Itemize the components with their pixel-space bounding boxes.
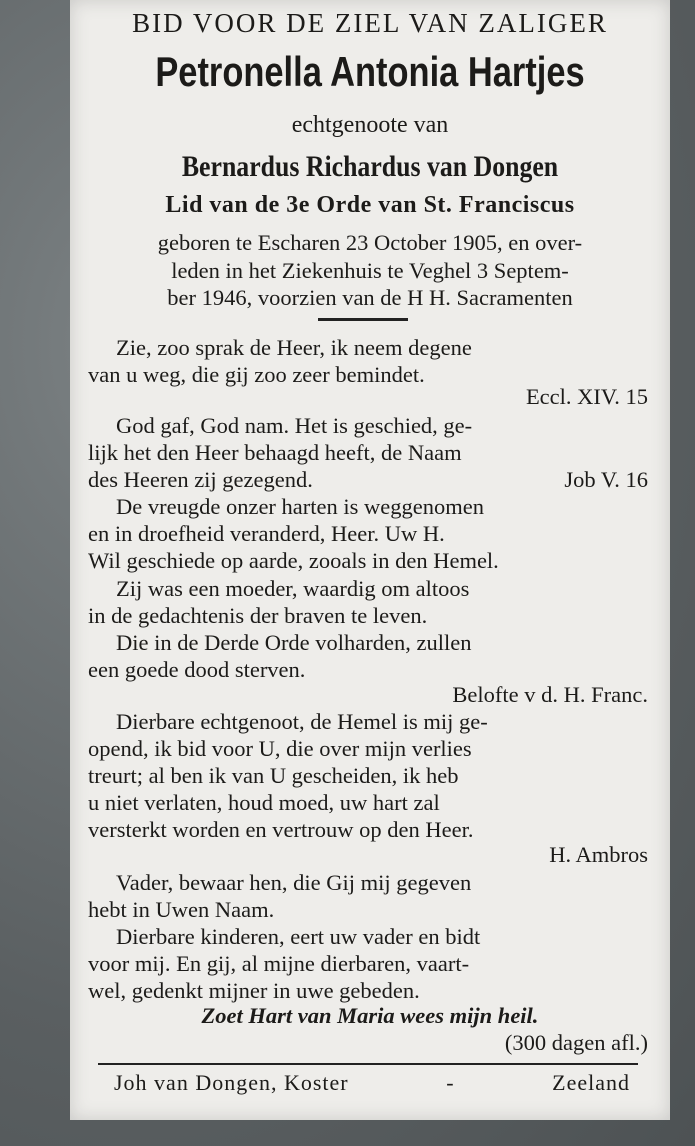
verse-reference: Job V. 16 [564, 467, 648, 492]
header-line: BID VOOR DE ZIEL VAN ZALIGER [132, 8, 608, 38]
spouse-name: Bernardus Richardus van Dongen [181, 150, 559, 183]
verse-line: Vader, bewaar hen, die Gij mij gegeven [116, 870, 472, 895]
verse-line: van u weg, die gij zoo zeer bemindet. [88, 362, 425, 387]
printer-location: Zeeland [552, 1070, 630, 1095]
verse-line: Dierbare kinderen, eert uw vader en bidt [116, 924, 481, 949]
closing-prayer: Zoet Hart van Maria wees mijn heil. [201, 1003, 539, 1028]
verse-line: hebt in Uwen Naam. [88, 897, 275, 922]
order-membership: Lid van de 3e Orde van St. Franciscus [165, 192, 575, 218]
verse-line: lijk het den Heer behaagd heeft, de Naam [88, 440, 462, 465]
verse-reference: Eccl. XIV. 15 [525, 384, 648, 409]
bio-line: geboren te Escharen 23 October 1905, en over- [157, 230, 583, 255]
divider-rule [318, 318, 408, 321]
bio-line: ber 1946, voorzien van de H H. Sacramenten [167, 285, 573, 310]
verse-line: opend, ik bid voor U, die over mijn verlies [88, 736, 472, 761]
verse-line: Wil geschiede op aarde, zooals in den Hemel. [88, 548, 499, 573]
verse-line: u niet verlaten, houd moed, uw hart zal [88, 790, 440, 815]
bio-line: leden in het Ziekenhuis te Veghel 3 Septem- [171, 258, 569, 283]
indulgence-note: (300 dagen afl.) [504, 1030, 648, 1055]
verse-line: voor mij. En gij, al mijne dierbaren, vaart- [88, 951, 470, 976]
verse-line: De vreugde onzer harten is weggenomen [116, 494, 484, 519]
verse-reference: H. Ambros [549, 842, 648, 867]
verse-line: Zie, zoo sprak de Heer, ik neem degene [116, 335, 472, 360]
verse-line: des Heeren zij gezegend. [88, 467, 313, 492]
verse-line: Dierbare echtgenoot, de Hemel is mij ge- [116, 709, 488, 734]
deceased-name: Petronella Antonia Hartjes [155, 48, 585, 95]
printer-separator: - [446, 1070, 455, 1095]
verse-line: Die in de Derde Orde volharden, zullen [116, 630, 472, 655]
verse-line: en in droefheid veranderd, Heer. Uw H. [88, 521, 445, 546]
verse-line: wel, gedenkt mijner in uwe gebeden. [88, 978, 420, 1003]
printer-name: Joh van Dongen, Koster [114, 1070, 349, 1095]
verse-line: Zij was een moeder, waardig om altoos [116, 576, 470, 601]
memorial-card [70, 0, 670, 1120]
printer-line [114, 1070, 630, 1096]
verse-line: een goede dood sterven. [88, 657, 306, 682]
verse-line: God gaf, God nam. Het is geschied, ge- [116, 413, 473, 438]
verse-reference: Belofte v d. H. Franc. [452, 682, 648, 707]
verse-line: versterkt worden en vertrouw op den Heer. [88, 817, 474, 842]
spouse-intro: echtgenoote van [291, 112, 449, 138]
verse-line: in de gedachtenis der braven te leven. [88, 603, 428, 628]
footer-rule [98, 1063, 638, 1065]
verse-line: treurt; al ben ik van U gescheiden, ik heb [88, 763, 459, 788]
